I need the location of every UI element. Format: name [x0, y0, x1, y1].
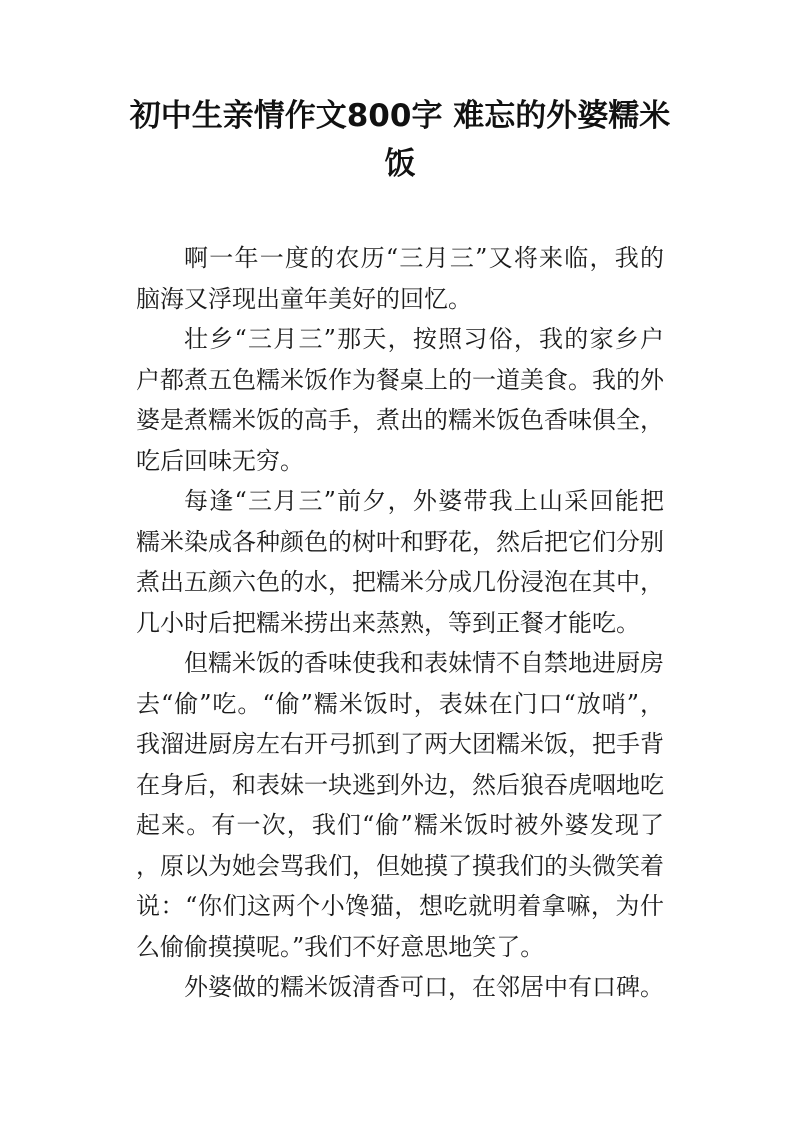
- document-title: 初中生亲情作文800字 难忘的外婆糯米饭: [129, 98, 671, 182]
- paragraph-1: 啊一年一度的农历“三月三”又将来临，我的脑海又浮现出童年美好的回忆。: [136, 244, 664, 313]
- paragraph-3: 每逢“三月三”前夕，外婆带我上山采回能把糯米染成各种颜色的树叶和野花，然后把它们分别煮出五颜六色的水，把糯米分成几份浸泡在其中，几小时后把糯米捞出来蒸熟，等到正餐才能吃。: [136, 487, 664, 637]
- paragraph-4: 但糯米饭的香味使我和表妹情不自禁地进厨房去“偷”吃。“偷”糯米饭时，表妹在门口“放哨”，我溜进厨房左右开弓抓到了两大团糯米饭，把手背在身后，和表妹一块逃到外边，然后狼吞虎咽地吃起来。有一次，我们“偷”糯米饭时被外婆发现了，原以为她会骂我们，但她摸了摸我们的头微笑着说：“你们这两个小馋猫，想吃就明着拿嘛，为什么偷偷摸摸呢。”我们不好意思地笑了。: [136, 649, 664, 961]
- article-body: [136, 238, 664, 1008]
- paragraph-2: 壮乡“三月三”那天，按照习俗，我的家乡户户都煮五色糯米饭作为餐桌上的一道美食。我的外婆是煮糯米饭的高手，煮出的糯米饭色香味俱全，吃后回味无穷。: [136, 325, 664, 475]
- paragraph-5: 外婆做的糯米饭清香可口，在邻居中有口碑。: [184, 973, 664, 1001]
